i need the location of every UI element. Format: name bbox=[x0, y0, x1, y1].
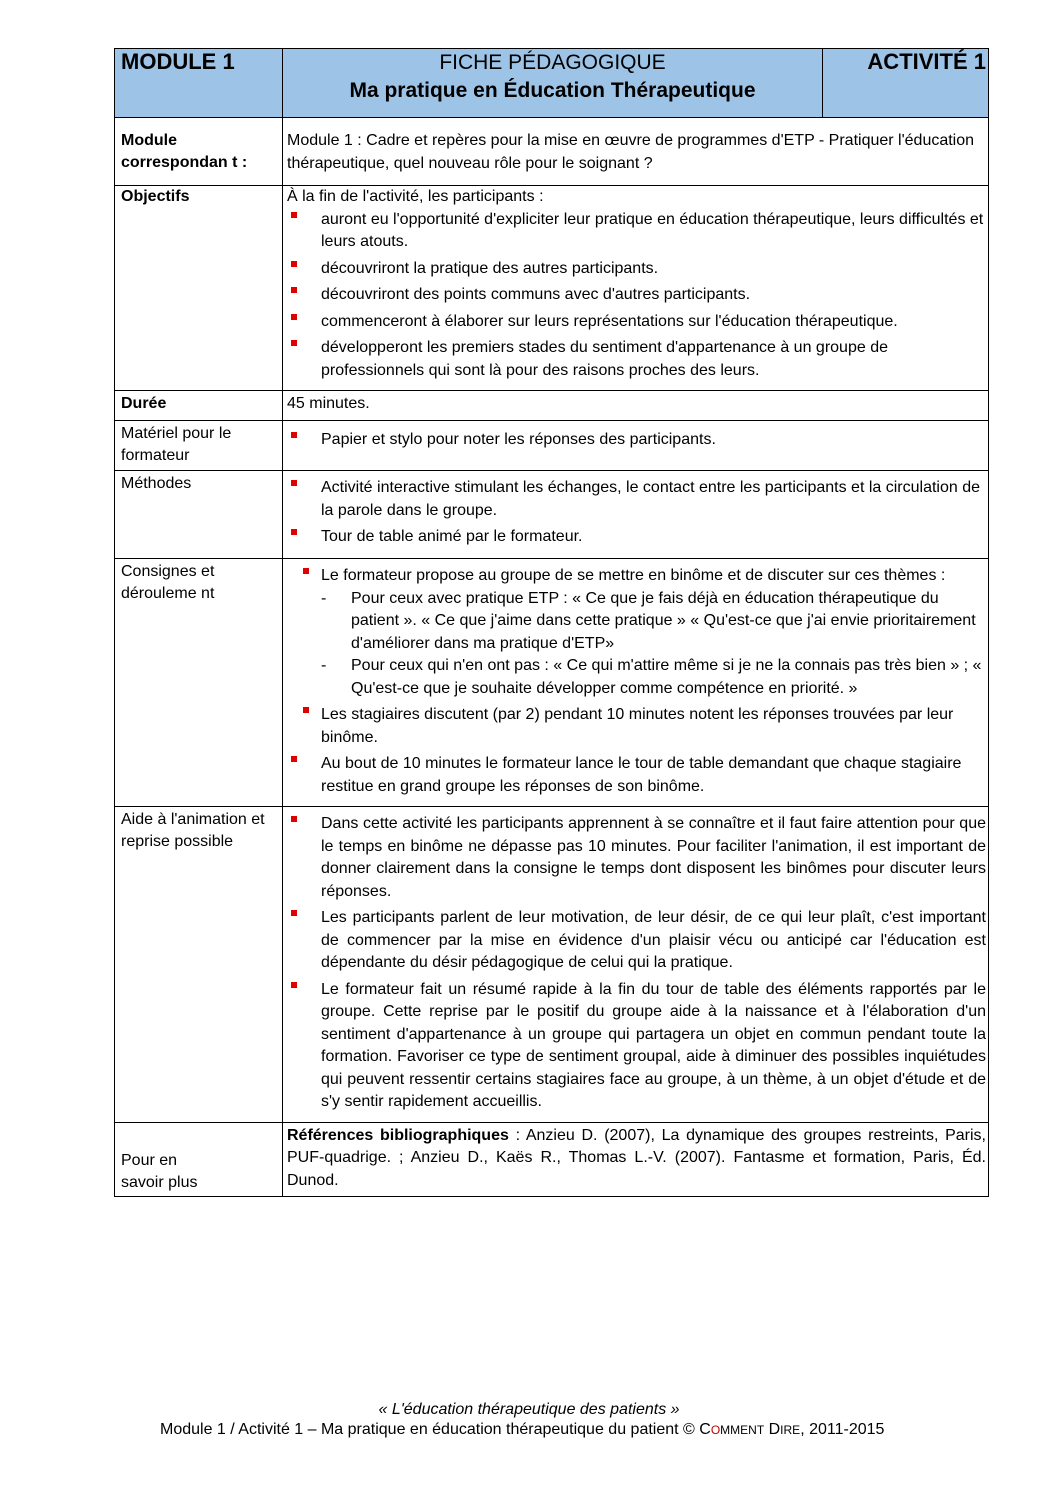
dash-mark: - bbox=[321, 589, 327, 607]
list-item bbox=[287, 311, 986, 334]
list-item-text: Activité interactive stimulant les échanges, le contact entre les participants et la circulation de la parole dans le groupe. bbox=[321, 479, 980, 519]
bullet-icon bbox=[291, 816, 297, 822]
list-item-text: Dans cette activité les participants apprennent à se connaître et il faut faire attention pour que le temps en binôme ne dépasse pas 10 minutes. Pour faciliter l'animation, il est important de donner clairement dans la consigne le temps dont disposent les binômes pour discuter leurs réponses. bbox=[321, 815, 986, 900]
activity-table bbox=[114, 48, 989, 1197]
list-item bbox=[287, 565, 986, 700]
content-objectifs bbox=[283, 186, 989, 391]
bullet-icon bbox=[291, 756, 297, 762]
list-item bbox=[287, 258, 986, 281]
module-number: MODULE 1 bbox=[115, 49, 283, 118]
content-aide bbox=[283, 807, 989, 1123]
list-item-text: Papier et stylo pour noter les réponses des participants. bbox=[321, 431, 716, 448]
activity-sheet bbox=[114, 48, 988, 1197]
sub-item bbox=[321, 655, 986, 700]
bullet-icon bbox=[291, 287, 297, 293]
bullet-icon bbox=[291, 314, 297, 320]
aide-list bbox=[287, 813, 986, 1114]
methodes-list bbox=[287, 477, 986, 549]
row-duree bbox=[115, 391, 989, 421]
footer-credits-text: Module 1 / Activité 1 – Ma pratique en éducation thérapeutique du patient © bbox=[160, 1421, 700, 1438]
list-item-text: Tour de table animé par le formateur. bbox=[321, 528, 583, 545]
row-aide bbox=[115, 807, 989, 1123]
content-duree: 45 minutes. bbox=[283, 391, 989, 421]
label-objectifs: Objectifs bbox=[115, 186, 283, 391]
row-module bbox=[115, 118, 989, 186]
list-item-text: Les participants parlent de leur motivation, de leur désir, de ce qui leur plaît, c'est important de commencer par la mise en évidence d'un plaisir vécu ou anticipé car l'éducation est dépendante du désir pédagogique de celui qui la pratique. bbox=[321, 909, 986, 971]
footer-title: « L'éducation thérapeutique des patients » bbox=[378, 1401, 680, 1418]
bullet-icon bbox=[291, 982, 297, 988]
brand-ire: IRE bbox=[780, 1423, 801, 1437]
content-materiel bbox=[283, 421, 989, 471]
bullet-icon bbox=[291, 340, 297, 346]
list-item-text: Le formateur propose au groupe de se mettre en binôme et de discuter sur ces thèmes : bbox=[321, 567, 946, 584]
bullet-icon bbox=[291, 261, 297, 267]
brand-mment: MMENT bbox=[720, 1423, 765, 1437]
title-line-1: FICHE PÉDAGOGIQUE bbox=[439, 51, 666, 74]
list-item bbox=[287, 284, 986, 307]
content-methodes bbox=[283, 471, 989, 559]
row-consignes bbox=[115, 559, 989, 807]
list-item bbox=[287, 337, 986, 382]
list-item-text: Les stagiaires discutent (par 2) pendant 10 minutes notent les réponses trouvées par leur binôme. bbox=[321, 706, 954, 746]
list-item bbox=[287, 429, 986, 452]
sheet-title bbox=[283, 49, 823, 118]
title-line-2: Ma pratique en Éducation Thérapeutique bbox=[349, 79, 756, 102]
header-row bbox=[115, 49, 989, 118]
objectifs-intro: À la fin de l'activité, les participants : bbox=[287, 188, 544, 205]
objectifs-list bbox=[287, 209, 986, 383]
bullet-icon bbox=[291, 432, 297, 438]
references-heading: Références bibliographiques bbox=[287, 1126, 509, 1144]
list-item bbox=[287, 526, 986, 549]
list-item bbox=[287, 753, 986, 798]
content-consignes bbox=[283, 559, 989, 807]
label-savoir-text: Pour en savoir plus bbox=[121, 1152, 198, 1191]
list-item-text: développeront les premiers stades du sentiment d'appartenance à un groupe de professionnels qui sont là pour des raisons proches des leurs. bbox=[321, 339, 888, 379]
consignes-list bbox=[287, 565, 986, 798]
brand-o: O bbox=[710, 1423, 721, 1437]
materiel-list bbox=[287, 429, 986, 452]
bullet-icon bbox=[291, 480, 297, 486]
label-savoir bbox=[115, 1122, 283, 1197]
bullet-icon bbox=[291, 212, 297, 218]
list-item bbox=[287, 813, 986, 903]
row-methodes bbox=[115, 471, 989, 559]
row-materiel bbox=[115, 421, 989, 471]
list-item bbox=[287, 907, 986, 975]
label-module bbox=[115, 118, 283, 186]
brand-d: D bbox=[764, 1421, 781, 1438]
list-item-text: Le formateur fait un résumé rapide à la fin du tour de table des éléments rapportés par le groupe. Cette reprise par le positif du groupe aide à la naissance et à l'élaboration d'un sentiment d'appartenance à un groupe qui partagera un objet en commun pendant toute la formation. Favoriser ce type de sentiment groupal, aide à diminuer des possibles inquiétudes qui peuvent ressentir certains stagiaires face au groupe, à un thème, à un objet d'étude et de s'y sentir rapidement accueillis. bbox=[321, 980, 986, 1110]
references-text: : Anzieu D. (2007), La dynamique des groupes restreints, Paris, PUF-quadrige. ; Anzieu D., Kaës R., Thomas L.-V. (2007). Fantasme et formation, Paris, Éd. Dunod. bbox=[287, 1126, 986, 1189]
footer-years: , 2011-2015 bbox=[800, 1421, 885, 1438]
bullet-icon bbox=[291, 529, 297, 535]
brand-c: C bbox=[699, 1421, 711, 1438]
sub-item bbox=[321, 588, 986, 656]
content-savoir bbox=[283, 1122, 989, 1197]
sub-item-text: Pour ceux avec pratique ETP : « Ce que je fais déjà en éducation thérapeutique du patient ». « Ce que j'aime dans cette pratique » « Qu'est-ce que j'ai envie prioritairement d'améliorer dans ma pratique d'ETP» bbox=[351, 589, 976, 652]
label-module-text: Module correspondan t : bbox=[121, 132, 248, 171]
label-methodes: Méthodes bbox=[115, 471, 283, 559]
label-duree: Durée bbox=[115, 391, 283, 421]
list-item bbox=[287, 979, 986, 1114]
list-item-text: découvriront des points communs avec d'autres participants. bbox=[321, 286, 751, 303]
bullet-icon bbox=[291, 910, 297, 916]
activity-number: ACTIVITÉ 1 bbox=[823, 49, 989, 118]
content-module: Module 1 : Cadre et repères pour la mise en œuvre de programmes d'ETP - Pratiquer l'éducation thérapeutique, quel nouveau rôle pour le soignant ? bbox=[283, 118, 989, 186]
list-item-text: auront eu l'opportunité d'expliciter leur pratique en éducation thérapeutique, leurs difficultés et leurs atouts. bbox=[321, 210, 984, 250]
label-consignes-text: Consignes et dérouleme nt bbox=[121, 563, 215, 602]
bullet-icon bbox=[303, 707, 309, 713]
list-item bbox=[287, 704, 986, 749]
list-item-text: découvriront la pratique des autres participants. bbox=[321, 259, 659, 277]
label-aide: Aide à l'animation et reprise possible bbox=[115, 807, 283, 1123]
row-objectifs bbox=[115, 186, 989, 391]
bullet-icon bbox=[303, 568, 309, 574]
sub-item-text: Pour ceux qui n'en ont pas : « Ce qui m'attire même si je ne la connais pas très bien » ; « Qu'est-ce que je souhaite développer comme compétence en priorité. » bbox=[351, 657, 982, 697]
label-materiel: Matériel pour le formateur bbox=[115, 421, 283, 471]
list-item bbox=[287, 477, 986, 522]
footer-credits bbox=[160, 1421, 980, 1439]
dash-mark: - bbox=[321, 657, 327, 674]
list-item-text: Au bout de 10 minutes le formateur lance le tour de table demandant que chaque stagiaire restitue en grand groupe les réponses de son binôme. bbox=[321, 755, 962, 795]
row-savoir bbox=[115, 1122, 989, 1197]
list-item-text: commenceront à élaborer sur leurs représentations sur l'éducation thérapeutique. bbox=[321, 312, 898, 330]
label-consignes bbox=[115, 559, 283, 807]
list-item bbox=[287, 209, 986, 254]
